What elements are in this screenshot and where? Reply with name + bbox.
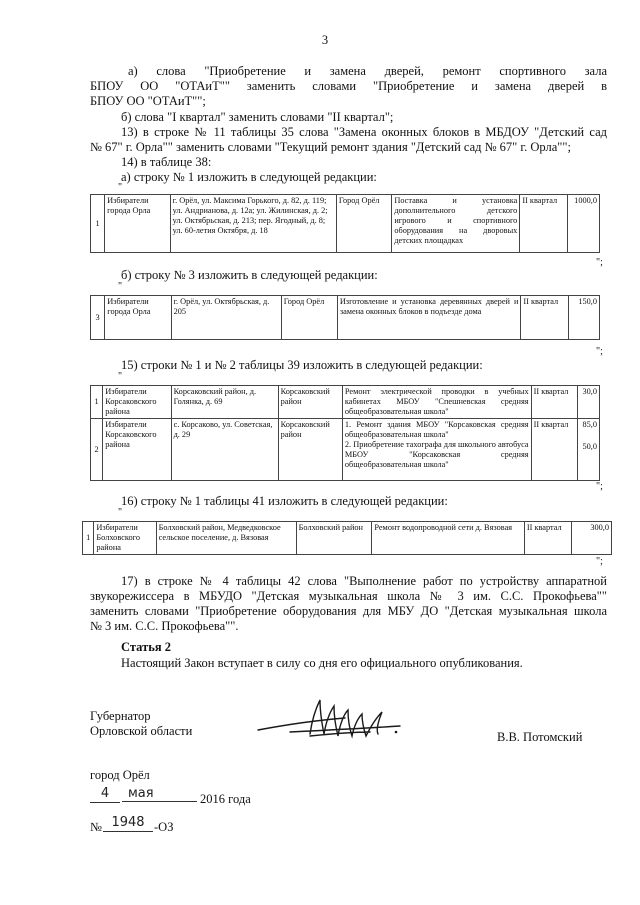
table39-rows: [90, 385, 600, 481]
signer-position-line1: Губернатор: [90, 709, 151, 723]
address-cell: г. Орёл, ул. Октябрьская, д. 205: [171, 296, 281, 340]
open-quote: ": [118, 507, 123, 518]
close-quote: ";: [596, 257, 603, 268]
open-quote: ": [118, 182, 123, 193]
signature-handwriting: [250, 690, 420, 750]
period-cell: II квартал: [524, 522, 571, 555]
amount-cell: 150,0: [569, 296, 600, 340]
district-cell: Корсаковский район: [278, 386, 342, 419]
amount-1: 85,0: [582, 420, 597, 429]
address-cell: Болховский район, Медведковское сельское поселение, д. Вязовая: [156, 522, 296, 555]
signer-name: В.В. Потомский: [497, 730, 583, 744]
work-cell: [342, 419, 531, 481]
item-a-line1: а) слова "Приобретение и замена дверей, ремонт спортивного зала: [128, 64, 607, 78]
work-cell: Поставка и установка дополнительного детского игрового и спортивного оборудования на дворовых детских площадках: [392, 195, 520, 253]
voters-cell: Избиратели города Орла: [105, 296, 171, 340]
open-quote: ": [118, 371, 123, 382]
number-suffix: -ОЗ: [154, 820, 174, 834]
date-month: мая: [122, 786, 197, 802]
voters-cell: Избиратели Корсаковского района: [103, 419, 171, 481]
close-quote: ";: [596, 556, 603, 567]
work-item-2: 2. Приобретение тахографа для школьного автобуса МБОУ "Корсаковская средняя общеобразовательная школа": [344, 440, 529, 469]
table38-row1: [90, 194, 600, 253]
item-16-line: 16) строку № 1 таблицы 41 изложить в следующей редакции:: [121, 494, 448, 508]
work-item-1: 1. Ремонт здания МБОУ "Корсаковская средняя общеобразовательная школа": [344, 420, 529, 439]
address-cell: г. Орёл, ул. Максима Горького, д. 82, д. 119; ул. Андрианова, д. 12а; ул. Жилинская, д. 2; ул. Октябрьская, д. 213; пер. Ягодный, д. 8; ул. 60-летия Октября, д. 18: [170, 195, 336, 253]
district-cell: Корсаковский район: [278, 419, 342, 481]
row-number: 2: [91, 419, 103, 481]
work-cell: Ремонт водопроводной сети д. Вязовая: [372, 522, 524, 555]
row-number: [91, 386, 103, 419]
table41-row1: [82, 521, 612, 555]
amount-cell: [577, 419, 600, 481]
table38-row3: [90, 295, 600, 340]
voters-cell: Избиратели Болховского района: [94, 522, 156, 555]
item-17-line2: звукорежиссера в МБУДО "Детская музыкальная школа № 3 им. С.С. Прокофьева"": [90, 589, 607, 603]
item-17-line1: 17) в строке № 4 таблицы 42 слова "Выполнение работ по устройству аппаратной: [121, 574, 607, 588]
item-13-line1: 13) в строке № 11 таблицы 35 слова "Замена оконных блоков в МБДОУ "Детский сад: [121, 125, 607, 139]
close-quote: ";: [596, 481, 603, 492]
item-17-line4: № 3 им. С.С. Прокофьева"".: [90, 619, 239, 633]
item-b-line: б) слова "I квартал" заменить словами "II квартал";: [121, 110, 394, 124]
amount-2: 50,0: [582, 442, 597, 451]
item-13-line2: № 67" г. Орла"" заменить словами "Текущий ремонт здания "Детский сад № 67" г. Орла"";: [90, 140, 571, 154]
district-cell: Болховский район: [296, 522, 372, 555]
row-number: 1: [83, 522, 94, 555]
city: город Орёл: [90, 768, 150, 782]
period-cell: II квартал: [521, 296, 569, 340]
district-cell: Город Орёл: [336, 195, 391, 253]
amount-cell: 300,0: [571, 522, 611, 555]
amount-cell: 30,0: [577, 386, 600, 419]
work-cell: Изготовление и установка деревянных дверей и замена оконных блоков в подъезде дома: [337, 296, 521, 340]
item-15-line: 15) строки № 1 и № 2 таблицы 39 изложить в следующей редакции:: [121, 358, 483, 372]
article-2-title: Статья 2: [121, 640, 171, 654]
item-14b-line: б) строку № 3 изложить в следующей редакции:: [121, 268, 378, 282]
number-prefix: №: [90, 820, 102, 834]
date-year: 2016 года: [200, 792, 251, 806]
row-number: 3: [91, 296, 105, 340]
row-number-value: 1: [94, 397, 99, 406]
item-a-line3: БПОУ ОО "ОТАиТ"";: [90, 94, 206, 108]
voters-cell: Избиратели города Орла: [105, 195, 171, 253]
item-a-line2: БПОУ ОО "ОТАиТ"" заменить словами "Приобретение и замена дверей в: [90, 79, 607, 93]
period-cell: II квартал: [531, 419, 577, 481]
work-cell: Ремонт электрической проводки в учебных кабинетах МБОУ "Спешневская средняя общеобразовательная школа": [342, 386, 531, 419]
row-number: 1: [91, 195, 105, 253]
period-cell: II квартал: [520, 195, 567, 253]
item-17-line3: заменить словами "Приобретение оборудования для МБУ ДО "Детская музыкальная школа: [90, 604, 607, 618]
page-number: 3: [321, 33, 329, 47]
item-14-line: 14) в таблице 38:: [121, 155, 212, 169]
address-cell: Корсаковский район, д. Голянка, д. 69: [171, 386, 278, 419]
address-cell: с. Корсаково, ул. Советская, д. 29: [171, 419, 278, 481]
period-cell: II квартал: [531, 386, 577, 419]
district-cell: Город Орёл: [281, 296, 337, 340]
item-14a-line: а) строку № 1 изложить в следующей редакции:: [121, 170, 377, 184]
close-quote: ";: [596, 346, 603, 357]
amount-cell: 1000,0: [567, 195, 599, 253]
date-day: 4: [90, 786, 120, 803]
voters-cell: Избиратели Корсаковского района: [103, 386, 171, 419]
law-number: 1948: [103, 815, 153, 832]
signer-position-line2: Орловской области: [90, 724, 193, 738]
article-2-text: Настоящий Закон вступает в силу со дня его официального опубликования.: [121, 656, 523, 670]
open-quote: ": [118, 281, 123, 292]
